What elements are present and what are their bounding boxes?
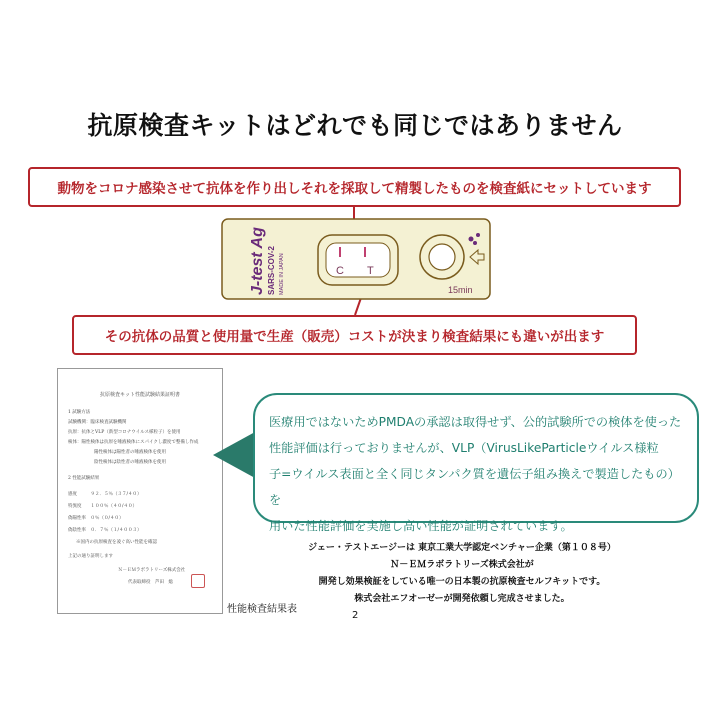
document-line: 特異度 １００％（４０/４０） (68, 504, 138, 509)
test-result-document (57, 368, 223, 614)
document-line: 陽性検体は陽性者の唾液検体を使用 (94, 450, 166, 455)
document-line: 感度 ９２．５％（３７/４０） (68, 492, 142, 497)
bubble-line: 性能評価は行っておりませんが、VLP（VirusLikeParticleウイルス様粒 (269, 441, 659, 455)
document-caption: 性能検査結果表 (227, 604, 297, 615)
kit-name: SARS-COV-2 (267, 246, 276, 295)
credits-line: Ｎ－ＥＭラボラトリーズ株式会社が (390, 560, 534, 570)
line-c-label: C (336, 265, 344, 277)
document-line: 1 試験方法 (68, 410, 91, 415)
credits-line: ジェー・テストエージーは 東京工業大学認定ベンチャー企業（第１０８号） (308, 543, 616, 553)
test-kit-image (200, 195, 500, 305)
kit-brand: J-test Ag (249, 227, 266, 295)
callout-antibody-source: 動物をコロナ感染させて抗体を作り出しそれを採取して精製したものを検査紙にセットしています (28, 167, 681, 207)
page-title: 抗原検査キットはどれでも同じではありません (87, 111, 623, 140)
document-line: 上記の通り証明します (68, 554, 113, 559)
document-line: 試験機関：臨床検査試験機関 (68, 420, 127, 425)
line-t-label: T (367, 265, 374, 277)
document-line: 検体：陽性検体は抗原を唾液検体にスパイクし濃度で整備し作成 (68, 440, 199, 445)
credits (262, 540, 662, 608)
document-line: 陰性検体は陰性者の唾液検体を使用 (94, 460, 166, 465)
page-number: 2 (352, 610, 359, 621)
kit-time: 15min (448, 285, 473, 295)
drop-icon (469, 237, 474, 242)
info-bubble (253, 393, 699, 533)
document-line: 代表取締役 芦田 総 (128, 580, 173, 585)
bubble-line: 用いた性能評価を実施し高い性能が証明されています。 (269, 519, 573, 533)
document-title: 抗原検査キット性能試験結果証明書 (100, 392, 180, 398)
credits-line: 開発し効果検証をしている唯一の日本製の抗原検査セルフキットです。 (318, 577, 606, 587)
kit-origin: MADE IN JAPAN (279, 253, 285, 295)
document-line: 偽陽性率 ０％（０/４０） (68, 516, 124, 521)
document-line: 偽陰性率 ０．７％（１/４００３） (68, 528, 142, 533)
drop-icon (473, 241, 477, 245)
sample-well (429, 244, 455, 270)
credits-line: 株式会社エフオーゼーが開発依頼し完成させました。 (354, 594, 570, 604)
bubble-line: 医療用ではないためPMDAの承認は取得せず、公的試験所での検体を使った (269, 415, 682, 429)
document-line: 抗原：抗体とVLP（新型コロナウイルス様粒子）を使用 (68, 430, 181, 435)
document-line: Ｎ－ＥＭラボラトリーズ株式会社 (118, 568, 186, 573)
document-line: 2 性能試験結果 (68, 476, 100, 481)
callout-quality-cost: その抗体の品質と使用量で生産（販売）コストが決まり検査結果にも違いが出ます (72, 315, 637, 355)
bubble-line: 子=ウイルス表面と全く同じタンパク質を遺伝子組み換えで製造したもの）を (269, 467, 680, 507)
document-line: ※国内の抗原検査を凌ぐ高い性能を確認 (76, 540, 157, 545)
drop-icon (476, 233, 480, 237)
seal-stamp (191, 574, 205, 588)
bubble-pointer (213, 432, 255, 478)
